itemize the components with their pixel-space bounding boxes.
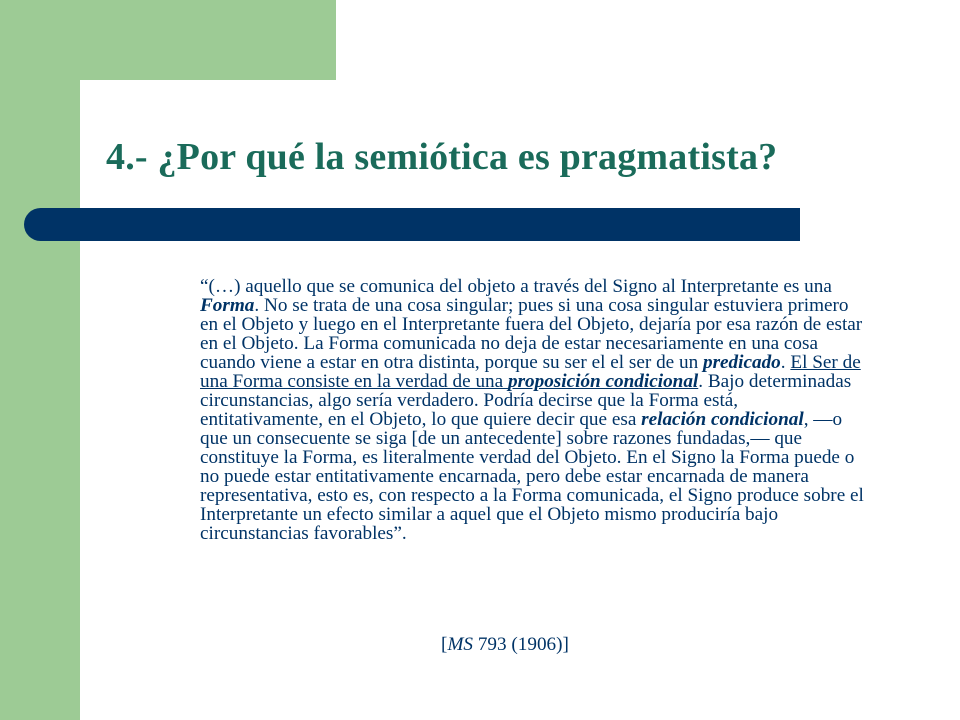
quote-term-proposicion: proposición condicional [507, 371, 699, 392]
quote-term-relacion: relación condicional [641, 409, 804, 430]
green-sidebar-decoration [0, 0, 80, 720]
quote-part-3: . [780, 352, 791, 373]
quote-part-1: “(…) aquello que se comunica del objeto a través del Signo al Interpretante es una [200, 276, 832, 297]
title-underline-bar [24, 208, 800, 241]
slide-title: 4.- ¿Por qué la semiótica es pragmatista? [106, 136, 778, 178]
quote-part-4: . Bajo determinadas circunstancias, algo sería verdadero. Podría decirse que la Forma está, entitativamente, en el Objeto, lo que quiere decir que esa [200, 371, 852, 430]
quote-part-2: . No se trata de una cosa singular; pues si una cosa singular estuviera primero en el Objeto y luego en el Interpretante fuera del Objeto, dejaría por esa razón de estar en el Objeto. La Forma comunicada no deja de estar necesariamente en una cosa cuando viene a estar en otra distinta, porque su ser el el ser de un [200, 295, 863, 373]
quote-term-forma: Forma [200, 295, 255, 316]
citation-rest: 793 (1906)] [473, 634, 569, 655]
quote-part-5: , —o que un consecuente se siga [de un antecedente] sobre razones fundadas,— que constituye la Forma, es literalmente verdad del Objeto. En el Signo la Forma puede o no puede estar entitativamente encarnada, pero debe estar encarnada de manera representativa, esto es, con respecto a la Forma comunicada, el Signo produce sobre el Interpretante un efecto similar a aquel que el Objeto mismo produciría bajo circunstancias favorables”. [200, 409, 864, 544]
quote-term-predicado: predicado [702, 352, 781, 373]
citation-open: [ [441, 634, 448, 655]
quote-text [200, 277, 865, 543]
quote-underlined-text: El Ser de una Forma consiste en la verdad de una [200, 352, 861, 392]
citation-ms: MS [447, 634, 474, 655]
green-top-decoration [0, 0, 336, 80]
quote-citation [0, 634, 960, 656]
